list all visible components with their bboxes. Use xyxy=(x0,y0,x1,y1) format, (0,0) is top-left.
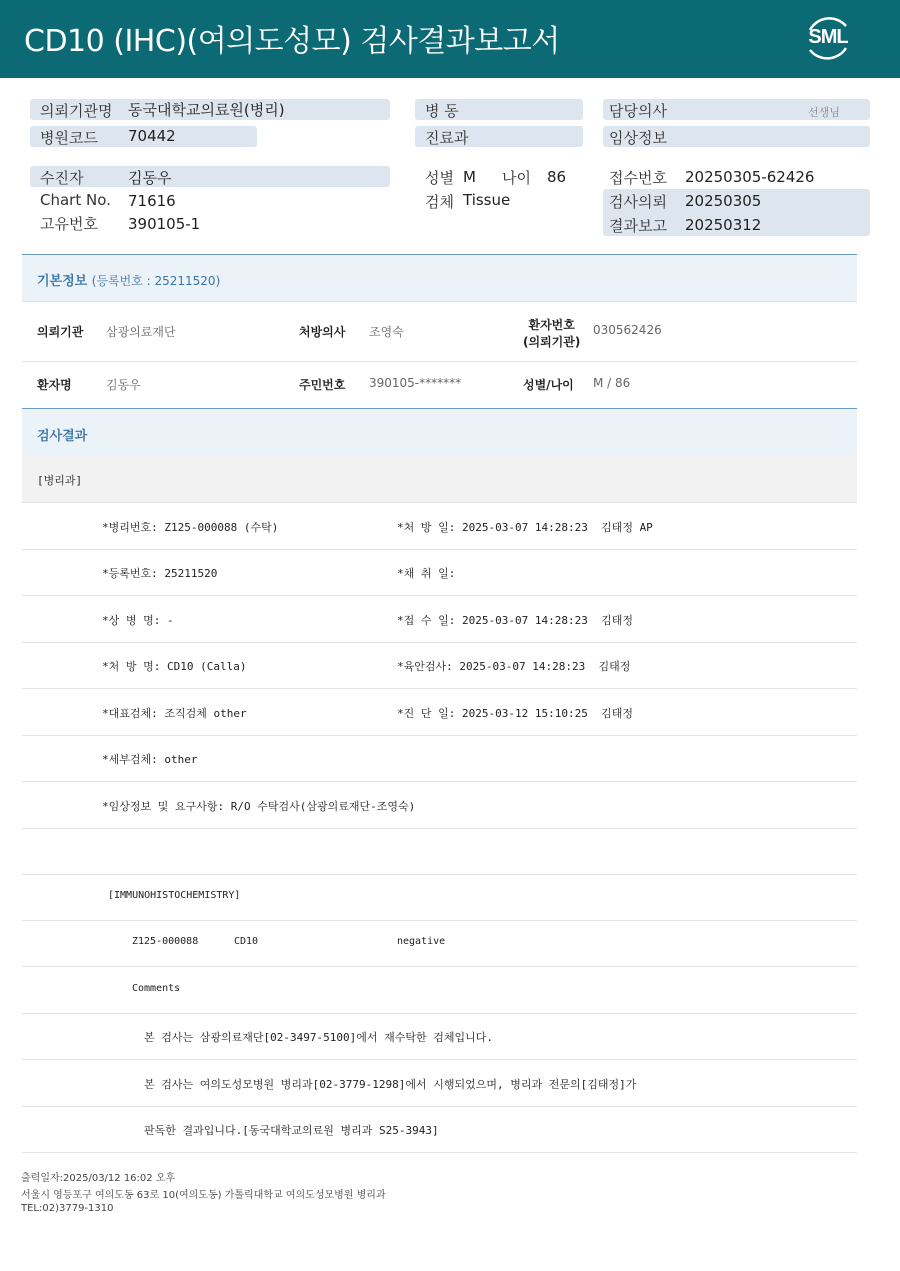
doctor-label: 담당의사 xyxy=(609,102,667,120)
basic-value: 삼광의료재단 xyxy=(106,325,176,339)
basic-key: 처방의사 xyxy=(299,325,346,339)
result-line: *병리번호: Z125-000088 (수탁) xyxy=(102,521,279,534)
basic-value: M / 86 xyxy=(593,376,631,390)
basic-value: 조영숙 xyxy=(369,325,404,339)
basic-key: 성별/나이 xyxy=(523,378,574,392)
basic-value: 030562426 xyxy=(593,323,662,337)
result-line: *임상정보 및 요구사항: R/O 수탁검사(삼광의료재단-조영숙) xyxy=(102,800,416,813)
result-row xyxy=(22,1060,857,1107)
basic-value: 김동우 xyxy=(106,378,141,392)
result-line: *세부검체: other xyxy=(102,753,198,766)
result-line: 본 검사는 삼광의료재단[02-3497-5100]에서 재수탁한 검체입니다. xyxy=(144,1031,493,1044)
result-line: 판독한 결과입니다.[동국대학교의료원 병리과 S25-3943] xyxy=(144,1124,439,1137)
result-row xyxy=(22,735,857,782)
report-title: CD10 (IHC)(여의도성모) 검사결과보고서 xyxy=(24,24,560,59)
result-row xyxy=(22,689,857,736)
result-line: CD10 xyxy=(234,936,259,947)
result-line: *상 병 명: - xyxy=(102,614,174,627)
result-line: *육안검사: 2025-03-07 14:28:23 김태정 xyxy=(397,660,631,673)
result-title: 검사결과 xyxy=(37,429,88,444)
hospital-code-value: 70442 xyxy=(128,127,176,145)
footer-tel: TEL:02)3779-1310 xyxy=(21,1203,114,1214)
basic-value: 390105-******* xyxy=(369,376,462,390)
receipt-label: 접수번호 xyxy=(609,169,667,187)
result-line: *처 방 일: 2025-03-07 14:28:23 김태정 AP xyxy=(397,521,653,534)
result-line: negative xyxy=(397,936,446,947)
chart-value: 71616 xyxy=(128,192,176,210)
patient-bar xyxy=(30,166,390,187)
age-value: 86 xyxy=(547,168,567,186)
result-row xyxy=(22,920,857,967)
institution-label: 의뢰기관명 xyxy=(40,102,113,120)
result-row xyxy=(22,456,857,503)
request-label: 검사의뢰 xyxy=(609,193,667,211)
sex-label: 성별 xyxy=(425,169,454,187)
basic-info-header xyxy=(22,254,857,302)
unique-label: 고유번호 xyxy=(40,215,98,233)
doctor-suffix: 선생님 xyxy=(808,106,840,119)
logo-text: SML xyxy=(808,26,848,48)
chart-label: Chart No. xyxy=(40,191,111,209)
result-row xyxy=(22,596,857,643)
basic-key: 주민번호 xyxy=(299,378,346,392)
result-line: [병리과] xyxy=(37,474,83,487)
patient-label: 수진자 xyxy=(40,169,84,187)
footer-address: 서울시 영등포구 여의도동 63로 10(여의도동) 가톨릭대학교 여의도성모병원 병리과 xyxy=(21,1190,386,1201)
result-line: *진 단 일: 2025-03-12 15:10:25 김태정 xyxy=(397,707,633,720)
dept-label: 진료과 xyxy=(425,129,469,147)
receipt-value: 20250305-62426 xyxy=(685,168,815,186)
basic-info-row xyxy=(22,362,857,408)
specimen-label: 검체 xyxy=(425,193,454,211)
result-header xyxy=(22,408,857,456)
result-row xyxy=(22,503,857,550)
report-value: 20250312 xyxy=(685,216,762,234)
result-row xyxy=(22,782,857,829)
result-line: [IMMUNOHISTOCHEMISTRY] xyxy=(108,890,241,901)
result-line: 본 검사는 여의도성모병원 병리과[02-3779-1298]에서 시행되었으며, 병리과 전문의[김태정]가 xyxy=(144,1078,637,1091)
basic-key: 환자명 xyxy=(37,378,72,392)
result-row xyxy=(22,874,857,921)
age-label: 나이 xyxy=(502,169,531,187)
ward-label: 병 동 xyxy=(425,102,459,120)
result-row xyxy=(22,642,857,689)
specimen-value: Tissue xyxy=(463,191,511,209)
result-line: *처 방 명: CD10 (Calla) xyxy=(102,660,247,673)
result-line: Z125-000088 xyxy=(132,936,199,947)
patient-value: 김동우 xyxy=(128,169,172,187)
hospital-code-label: 병원코드 xyxy=(40,129,98,147)
result-line: *접 수 일: 2025-03-07 14:28:23 김태정 xyxy=(397,614,633,627)
result-row xyxy=(22,828,857,875)
result-row xyxy=(22,1013,857,1060)
basic-reg-number: (등록번호 : 25211520) xyxy=(91,274,221,288)
result-line: *대표검체: 조직검체 other xyxy=(102,707,247,720)
sml-logo xyxy=(802,12,854,64)
report-label: 결과보고 xyxy=(609,217,667,235)
basic-key: 의뢰기관 xyxy=(37,325,84,339)
result-line: *채 취 일: xyxy=(397,567,456,580)
institution-value: 동국대학교의료원(병리) xyxy=(128,101,285,119)
result-row xyxy=(22,967,857,1014)
sex-value: M xyxy=(463,168,476,186)
report-header xyxy=(0,0,900,78)
unique-value: 390105-1 xyxy=(128,215,201,233)
result-line: Comments xyxy=(132,983,181,994)
clinical-label: 임상정보 xyxy=(609,129,667,147)
basic-info-title: 기본정보 (등록번호 : 25211520) xyxy=(37,274,221,289)
request-value: 20250305 xyxy=(685,192,762,210)
basic-info-row xyxy=(22,301,857,362)
result-line: *등록번호: 25211520 xyxy=(102,567,218,580)
basic-key: 환자번호 (의뢰기관) xyxy=(523,318,581,349)
result-row xyxy=(22,549,857,596)
footer-print-date: 출력일자:2025/03/12 16:02 오후 xyxy=(21,1173,176,1184)
result-row xyxy=(22,1106,857,1153)
